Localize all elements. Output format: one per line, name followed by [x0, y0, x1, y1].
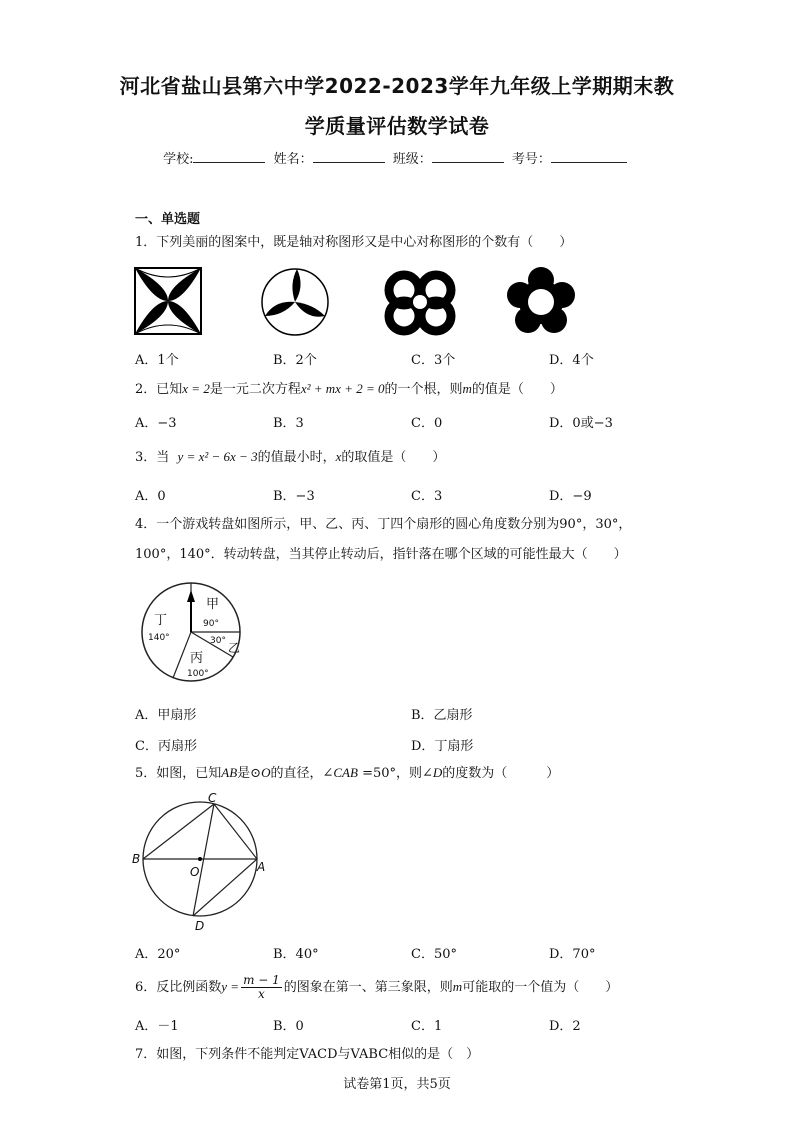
name-label: 姓名： — [273, 152, 313, 167]
pattern-circle-three-blades-icon — [262, 269, 328, 335]
q6-denominator: x — [258, 987, 265, 1001]
point-o-label: O — [190, 865, 200, 879]
question-4-line2: 100°，140°．转动转盘，当其停止转动后，指针落在哪个区域的可能性最大（ ） — [135, 547, 627, 562]
question-4-line1: 4．一个游戏转盘如图所示，甲、乙、丙、丁四个扇形的圆心角度数分别为90°，30°， — [135, 517, 632, 532]
q6-option-c[interactable]: C．1 — [411, 1019, 443, 1034]
pointer-arrow-icon — [187, 590, 195, 602]
point-a-label: A — [257, 860, 266, 874]
q6-fraction — [241, 974, 282, 1001]
q4-option-c[interactable]: C．丙扇形 — [135, 739, 197, 754]
q3-option-c[interactable]: C．3 — [411, 489, 443, 504]
sector-jia-label: 甲 — [206, 597, 220, 612]
q5-o: O — [261, 765, 271, 780]
q2-mid: 是一元二次方程 — [209, 382, 301, 397]
q5-option-b[interactable]: B．40° — [273, 947, 319, 962]
q6-option-d[interactable]: D．2 — [549, 1019, 581, 1034]
q5-option-c[interactable]: C．50° — [411, 947, 457, 962]
q1-option-c[interactable]: C．3个 — [411, 353, 456, 368]
q3-option-b[interactable]: B．−3 — [273, 489, 315, 504]
class-label: 班级： — [392, 152, 432, 167]
q5-cab: CAB — [333, 765, 358, 780]
q2-condition: x = 2 — [182, 381, 210, 396]
q5-mid2: 的直径，∠ — [270, 766, 334, 781]
q5-mid: 是⊙ — [237, 766, 262, 781]
q3-equation: y = x² − 6x − 3 — [177, 449, 258, 464]
point-d-label: D — [195, 919, 205, 932]
q5-ab: AB — [221, 765, 238, 780]
sector-bing-label: 丙 — [190, 651, 204, 666]
question-3 — [135, 448, 445, 467]
point-c-label: C — [208, 792, 217, 805]
q6-m: m — [452, 979, 463, 994]
school-label: 学校: — [163, 152, 194, 167]
q3-option-d[interactable]: D．−9 — [549, 489, 592, 504]
page-title-line2: 学质量评估数学试卷 — [304, 114, 490, 138]
q4-option-d[interactable]: D．丁扇形 — [411, 739, 474, 754]
spinner-figure — [136, 582, 256, 686]
sector-ding-degree: 140° — [148, 633, 170, 643]
center-point — [198, 857, 202, 861]
q6-option-b[interactable]: B．0 — [273, 1019, 304, 1034]
q2-prefix: 2．已知 — [135, 382, 183, 397]
school-blank — [193, 150, 265, 163]
q3-variable: x — [335, 449, 342, 464]
q5-prefix: 5．如图，已知 — [135, 766, 222, 781]
question-6 — [135, 972, 618, 1003]
q6-y: y = — [221, 979, 240, 994]
q1-option-b[interactable]: B．2个 — [273, 353, 317, 368]
q6-mid: 的图象在第一、第三象限，则 — [283, 980, 453, 995]
page-title-line1: 河北省盐山县第六中学2022-2023学年九年级上学期期末教 — [119, 74, 675, 98]
q2-option-c[interactable]: C．0 — [411, 416, 443, 431]
sector-bing-degree: 100° — [187, 669, 209, 679]
question-2 — [135, 380, 563, 399]
q5-option-a[interactable]: A．20° — [135, 947, 181, 962]
sector-jia-degree: 90° — [203, 619, 219, 629]
q4-option-b[interactable]: B．乙扇形 — [411, 708, 473, 723]
q1-option-a[interactable]: A．1个 — [135, 353, 179, 368]
point-b-label: B — [132, 852, 141, 866]
q2-mid2: 的一个根，则 — [384, 382, 463, 397]
sector-ding-label: 丁 — [154, 613, 168, 628]
circle-geometry-figure — [130, 792, 268, 932]
q5-end: 的度数为（ ） — [442, 766, 560, 781]
name-blank — [313, 150, 385, 163]
q6-prefix: 6．反比例函数 — [135, 980, 222, 995]
q6-end: 可能取的一个值为（ ） — [462, 980, 619, 995]
pattern-interlocking-rings-icon — [389, 275, 451, 331]
student-info-row — [0, 148, 794, 167]
q1-option-d[interactable]: D．4个 — [549, 353, 594, 368]
question-1-figures — [133, 266, 593, 342]
q2-option-d[interactable]: D．0或−3 — [549, 416, 613, 431]
q2-variable: m — [462, 381, 472, 396]
sector-yi-label: 乙 — [228, 641, 241, 655]
q3-option-a[interactable]: A．0 — [135, 489, 166, 504]
question-7: 7．如图，下列条件不能判定VACD与VABC相似的是（ ） — [135, 1047, 480, 1062]
exam-number-label: 考号： — [511, 152, 551, 167]
q5-option-d[interactable]: D．70° — [549, 947, 596, 962]
q4-option-a[interactable]: A．甲扇形 — [135, 708, 197, 723]
q5-d: D — [432, 765, 443, 780]
section-heading: 一、单选题 — [135, 212, 201, 227]
pattern-square-petals-icon — [135, 268, 201, 334]
q6-option-a[interactable]: A．－1 — [135, 1019, 179, 1034]
q2-option-a[interactable]: A．−3 — [135, 416, 177, 431]
q3-prefix: 3．当 — [135, 450, 170, 465]
exam-number-blank — [551, 150, 627, 163]
pattern-flower-icon — [507, 267, 575, 333]
q5-mid3: =50°，则∠ — [357, 766, 433, 781]
q3-mid: 的值最小时， — [257, 450, 336, 465]
q2-option-b[interactable]: B．3 — [273, 416, 304, 431]
class-blank — [432, 150, 504, 163]
q3-end: 的取值是（ ） — [341, 450, 446, 465]
page-footer: 试卷第1页，共5页 — [343, 1077, 451, 1092]
q2-end: 的值是（ ） — [471, 382, 563, 397]
question-5 — [135, 764, 559, 783]
q6-numerator: m − 1 — [243, 973, 280, 987]
sector-yi-degree: 30° — [210, 636, 226, 646]
question-1: 1．下列美丽的图案中，既是轴对称图形又是中心对称图形的个数有（ ） — [135, 235, 573, 250]
q2-equation: x² + mx + 2 = 0 — [300, 381, 385, 396]
